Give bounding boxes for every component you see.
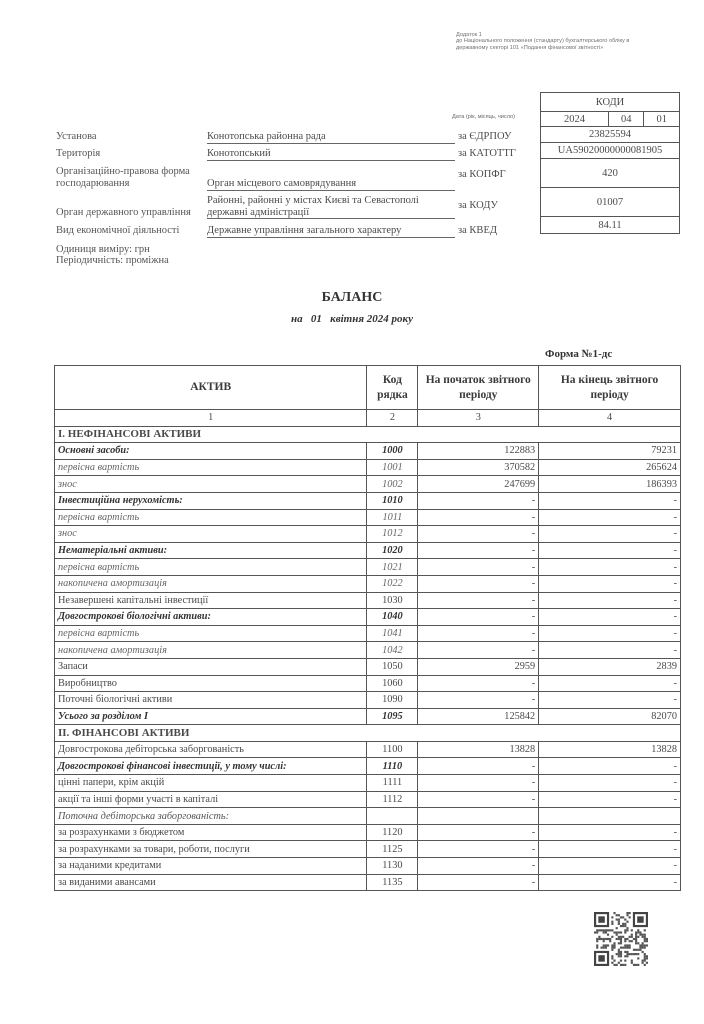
row-code: 1010 bbox=[367, 492, 418, 509]
row-end-value: - bbox=[539, 841, 681, 858]
edrpou-code: 23825594 bbox=[541, 127, 680, 143]
gov-body-value bbox=[207, 195, 455, 219]
edrpou-label: за ЄДРПОУ bbox=[458, 131, 512, 142]
row-label: за розрахунками за товари, роботи, послуги bbox=[55, 841, 367, 858]
table-row bbox=[55, 741, 681, 758]
row-code: 1125 bbox=[367, 841, 418, 858]
row-label: за виданими авансами bbox=[55, 874, 367, 891]
balance-table bbox=[54, 365, 681, 891]
row-label: накопичена амортизація bbox=[55, 575, 367, 592]
activity-label: Вид економічної діяльності bbox=[56, 225, 180, 236]
row-start-value: - bbox=[418, 642, 539, 659]
header-start: На початок звітного періоду bbox=[418, 366, 539, 410]
row-label: Нематеріальні активи: bbox=[55, 542, 367, 559]
row-start-value: - bbox=[418, 692, 539, 709]
document-title: БАЛАНС bbox=[321, 290, 383, 305]
row-code: 1020 bbox=[367, 542, 418, 559]
row-start-value: - bbox=[418, 824, 539, 841]
row-start-value: - bbox=[418, 559, 539, 576]
gov-body-label: Орган державного управління bbox=[56, 207, 191, 218]
appendix-line: державному секторі 101 «Подання фінансової звітності» bbox=[456, 44, 604, 51]
table-row bbox=[55, 509, 681, 526]
table-row bbox=[55, 609, 681, 626]
legal-form-label bbox=[56, 166, 190, 189]
row-code bbox=[367, 808, 418, 825]
row-code: 1060 bbox=[367, 675, 418, 692]
table-row bbox=[55, 791, 681, 808]
row-end-value: - bbox=[539, 542, 681, 559]
row-start-value: - bbox=[418, 492, 539, 509]
row-code: 1001 bbox=[367, 459, 418, 476]
row-code: 1120 bbox=[367, 824, 418, 841]
row-end-value: - bbox=[539, 824, 681, 841]
table-row bbox=[55, 443, 681, 460]
table-row bbox=[55, 841, 681, 858]
kodu-code: 01007 bbox=[541, 188, 680, 217]
row-end-value: 265624 bbox=[539, 459, 681, 476]
row-start-value: - bbox=[418, 592, 539, 609]
section-title: І. НЕФІНАНСОВІ АКТИВИ bbox=[55, 426, 681, 443]
row-end-value: 82070 bbox=[539, 708, 681, 725]
row-label: первісна вартість bbox=[55, 559, 367, 576]
row-code: 1011 bbox=[367, 509, 418, 526]
row-end-value: - bbox=[539, 791, 681, 808]
row-start-value: 13828 bbox=[418, 741, 539, 758]
header-end: На кінець звітного періоду bbox=[539, 366, 681, 410]
row-end-value: - bbox=[539, 592, 681, 609]
row-code: 1111 bbox=[367, 775, 418, 792]
row-end-value: 186393 bbox=[539, 476, 681, 493]
qr-code-icon bbox=[594, 912, 648, 966]
table-row bbox=[55, 642, 681, 659]
row-end-value: 13828 bbox=[539, 741, 681, 758]
row-start-value: - bbox=[418, 625, 539, 642]
row-label: цінні папери, крім акцій bbox=[55, 775, 367, 792]
row-code: 1135 bbox=[367, 874, 418, 891]
row-code: 1041 bbox=[367, 625, 418, 642]
institution-value: Конотопська районна рада bbox=[207, 131, 455, 144]
row-end-value: - bbox=[539, 509, 681, 526]
row-end-value bbox=[539, 808, 681, 825]
row-label: Усього за розділом І bbox=[55, 708, 367, 725]
row-code: 1050 bbox=[367, 658, 418, 675]
row-start-value: - bbox=[418, 542, 539, 559]
row-label: Поточна дебіторська заборгованість: bbox=[55, 808, 367, 825]
row-code: 1090 bbox=[367, 692, 418, 709]
row-start-value: 247699 bbox=[418, 476, 539, 493]
table-row bbox=[55, 658, 681, 675]
row-start-value: - bbox=[418, 791, 539, 808]
table-row bbox=[55, 476, 681, 493]
table-row bbox=[55, 775, 681, 792]
header-code: Код рядка bbox=[367, 366, 418, 410]
activity-value: Державне управління загального характеру bbox=[207, 225, 455, 238]
col-number: 3 bbox=[418, 410, 539, 427]
legal-form-label-line: господарювання bbox=[56, 177, 130, 189]
row-code: 1021 bbox=[367, 559, 418, 576]
row-start-value: - bbox=[418, 858, 539, 875]
kved-label: за КВЕД bbox=[458, 225, 498, 236]
form-number: Форма №1-дс bbox=[545, 348, 613, 360]
katottg-label: за КАТОТТГ bbox=[458, 148, 516, 159]
table-row bbox=[55, 874, 681, 891]
row-label: Виробництво bbox=[55, 675, 367, 692]
row-start-value: - bbox=[418, 775, 539, 792]
gov-body-line: державні адміністрації bbox=[207, 206, 310, 218]
table-row bbox=[55, 675, 681, 692]
codes-table bbox=[540, 92, 680, 234]
row-label: Запаси bbox=[55, 658, 367, 675]
row-label: Незавершені капітальні інвестиції bbox=[55, 592, 367, 609]
row-label: Поточні біологічні активи bbox=[55, 692, 367, 709]
row-code: 1022 bbox=[367, 575, 418, 592]
row-label: первісна вартість bbox=[55, 509, 367, 526]
row-code: 1002 bbox=[367, 476, 418, 493]
row-label: акції та інші форми участі в капіталі bbox=[55, 791, 367, 808]
table-row bbox=[55, 758, 681, 775]
row-code: 1130 bbox=[367, 858, 418, 875]
row-label: за розрахунками з бюджетом bbox=[55, 824, 367, 841]
row-end-value: - bbox=[539, 675, 681, 692]
row-end-value: - bbox=[539, 559, 681, 576]
table-row bbox=[55, 575, 681, 592]
row-code: 1000 bbox=[367, 443, 418, 460]
katottg-code: UA59020000000081905 bbox=[541, 143, 680, 159]
row-end-value: - bbox=[539, 492, 681, 509]
row-start-value: 122883 bbox=[418, 443, 539, 460]
row-code: 1042 bbox=[367, 642, 418, 659]
row-start-value: - bbox=[418, 575, 539, 592]
row-end-value: - bbox=[539, 575, 681, 592]
col-number: 1 bbox=[55, 410, 367, 427]
table-row bbox=[55, 824, 681, 841]
row-label: первісна вартість bbox=[55, 625, 367, 642]
table-row bbox=[55, 858, 681, 875]
row-end-value: - bbox=[539, 874, 681, 891]
table-row bbox=[55, 492, 681, 509]
row-label: за наданими кредитами bbox=[55, 858, 367, 875]
date-label: Дата (рік, місяць, число) bbox=[452, 114, 515, 120]
row-label: Довгострокові біологічні активи: bbox=[55, 609, 367, 626]
territory-label: Територія bbox=[56, 148, 101, 159]
row-end-value: - bbox=[539, 692, 681, 709]
row-end-value: - bbox=[539, 758, 681, 775]
legal-form-label-line: Організаційно-правова форма bbox=[56, 166, 190, 177]
date-day: 01 bbox=[644, 112, 680, 127]
appendix-line: до Національного положення (стандарту) бухгалтерського обліку в bbox=[456, 38, 630, 45]
table-row bbox=[55, 526, 681, 543]
row-end-value: - bbox=[539, 526, 681, 543]
row-start-value: - bbox=[418, 874, 539, 891]
institution-label: Установа bbox=[56, 131, 97, 142]
row-end-value: - bbox=[539, 642, 681, 659]
table-row bbox=[55, 559, 681, 576]
row-label: первісна вартість bbox=[55, 459, 367, 476]
table-row bbox=[55, 808, 681, 825]
row-end-value: - bbox=[539, 858, 681, 875]
territory-value: Конотопський bbox=[207, 148, 455, 161]
kved-code: 84.11 bbox=[541, 217, 680, 234]
col-number: 4 bbox=[539, 410, 681, 427]
kodu-label: за КОДУ bbox=[458, 200, 498, 211]
row-end-value: 79231 bbox=[539, 443, 681, 460]
appendix-note bbox=[456, 32, 696, 51]
unit-label: Одиниця виміру: грн bbox=[56, 244, 150, 255]
row-code: 1110 bbox=[367, 758, 418, 775]
legal-form-value: Орган місцевого самоврядування bbox=[207, 178, 455, 191]
gov-body-line: Районні, районні у містах Києві та Севастополі bbox=[207, 195, 419, 206]
row-label: Інвестиційна нерухомість: bbox=[55, 492, 367, 509]
section-row bbox=[55, 725, 681, 742]
table-row bbox=[55, 459, 681, 476]
row-start-value: - bbox=[418, 609, 539, 626]
row-end-value: - bbox=[539, 775, 681, 792]
document-subtitle: на 01 квітня 2024 року bbox=[291, 313, 413, 325]
date-year: 2024 bbox=[541, 112, 609, 127]
kopfg-code: 420 bbox=[541, 159, 680, 188]
row-label: знос bbox=[55, 526, 367, 543]
row-label: Довгострокові фінансові інвестиції, у тому числі: bbox=[55, 758, 367, 775]
row-end-value: - bbox=[539, 609, 681, 626]
row-start-value: - bbox=[418, 758, 539, 775]
row-label: Основні засоби: bbox=[55, 443, 367, 460]
kopfg-label: за КОПФГ bbox=[458, 169, 506, 180]
row-start-value: - bbox=[418, 675, 539, 692]
row-code: 1100 bbox=[367, 741, 418, 758]
table-row bbox=[55, 542, 681, 559]
header-asset: АКТИВ bbox=[55, 366, 367, 410]
row-start-value: - bbox=[418, 509, 539, 526]
periodicity-label: Періодичність: проміжна bbox=[56, 255, 169, 266]
col-number: 2 bbox=[367, 410, 418, 427]
section-row bbox=[55, 426, 681, 443]
codes-header: КОДИ bbox=[541, 93, 680, 112]
row-end-value: - bbox=[539, 625, 681, 642]
row-code: 1012 bbox=[367, 526, 418, 543]
row-code: 1030 bbox=[367, 592, 418, 609]
row-start-value bbox=[418, 808, 539, 825]
row-label: Довгострокова дебіторська заборгованість bbox=[55, 741, 367, 758]
table-row bbox=[55, 692, 681, 709]
table-row bbox=[55, 592, 681, 609]
row-start-value: - bbox=[418, 841, 539, 858]
row-code: 1040 bbox=[367, 609, 418, 626]
row-label: накопичена амортизація bbox=[55, 642, 367, 659]
row-start-value: 125842 bbox=[418, 708, 539, 725]
row-code: 1095 bbox=[367, 708, 418, 725]
row-label: знос bbox=[55, 476, 367, 493]
row-end-value: 2839 bbox=[539, 658, 681, 675]
appendix-line: Додаток 1 bbox=[456, 32, 482, 38]
date-month: 04 bbox=[608, 112, 644, 127]
row-start-value: 2959 bbox=[418, 658, 539, 675]
row-start-value: - bbox=[418, 526, 539, 543]
table-row bbox=[55, 708, 681, 725]
table-row bbox=[55, 625, 681, 642]
row-code: 1112 bbox=[367, 791, 418, 808]
row-start-value: 370582 bbox=[418, 459, 539, 476]
section-title: ІІ. ФІНАНСОВІ АКТИВИ bbox=[55, 725, 681, 742]
